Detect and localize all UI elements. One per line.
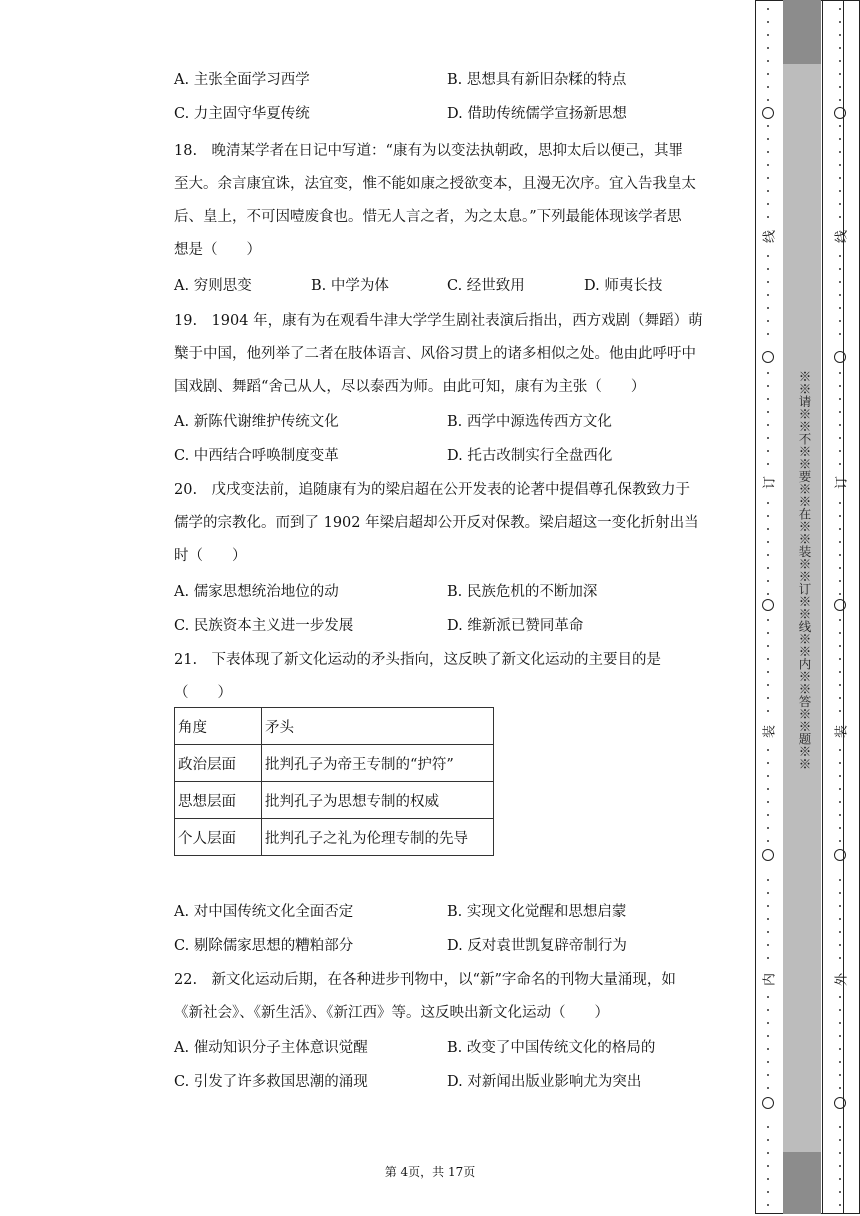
binding-dot — [839, 385, 841, 387]
binding-dot — [839, 73, 841, 75]
binding-dot — [839, 60, 841, 62]
binding-dot — [839, 996, 841, 998]
binding-dot — [839, 164, 841, 166]
binding-dot — [767, 372, 769, 374]
q18-stem-line1: 18. 晚清某学者在日记中写道：“康有为以变法执朝政，思抑太后以便己，其罪 — [174, 143, 683, 159]
binding-dot — [839, 190, 841, 192]
binding-dot — [767, 333, 769, 335]
binding-dot — [767, 307, 769, 309]
table-cell: 角度 — [175, 708, 262, 745]
binding-mark-char: 线 — [834, 230, 850, 244]
q18-option-c: C. 经世致用 — [447, 278, 525, 294]
binding-dot — [767, 1165, 769, 1167]
binding-dot — [839, 944, 841, 946]
q19-option-a: A. 新陈代谢维护传统文化 — [174, 414, 339, 430]
q20-option-b: B. 民族危机的不断加深 — [447, 584, 598, 600]
binding-warning: ※※请※※不※※要※※在※※装※※订※※线※※内※※答※※题※※ — [797, 370, 812, 770]
binding-dot — [767, 320, 769, 322]
q22-stem-line2: 《新社会》、《新生活》、《新江西》等。这反映出新文化运动（ ） — [174, 1005, 609, 1021]
binding-dot — [839, 684, 841, 686]
binding-dot — [839, 567, 841, 569]
binding-dot — [767, 1035, 769, 1037]
binding-dot — [767, 463, 769, 465]
binding-dark-bottom — [783, 1152, 821, 1214]
binding-dot — [767, 177, 769, 179]
binding-dot — [839, 294, 841, 296]
binding-dot — [839, 697, 841, 699]
binding-dot — [839, 1035, 841, 1037]
binding-dot — [839, 47, 841, 49]
binding-dot — [767, 1178, 769, 1180]
binding-dot — [839, 801, 841, 803]
binding-dot — [767, 398, 769, 400]
q20-stem-line3: 时（ ） — [174, 548, 247, 564]
page-number: 第 4页，共 17页 — [384, 1165, 476, 1179]
binding-dot — [839, 1178, 841, 1180]
binding-circle-icon — [762, 107, 774, 119]
q22-option-c: C. 引发了许多救国思潮的涌现 — [174, 1074, 368, 1090]
binding-dot — [767, 996, 769, 998]
binding-dot — [767, 749, 769, 751]
binding-dot — [767, 255, 769, 257]
binding-mark-char: 外 — [834, 973, 850, 987]
binding-dot — [767, 190, 769, 192]
binding-dot — [839, 1126, 841, 1128]
q18-option-a: A. 穷则思变 — [174, 278, 252, 294]
q18-stem-line4: 想是（ ） — [174, 242, 261, 258]
binding-dark-top — [783, 0, 821, 64]
binding-dot — [767, 632, 769, 634]
q18-stem-line3: 后、皇上，不可因噎废食也。惜无人言之者，为之太息。”下列最能体现该学者思 — [174, 209, 682, 225]
binding-dot — [839, 203, 841, 205]
binding-dot — [767, 931, 769, 933]
binding-dot — [839, 125, 841, 127]
binding-dot — [839, 34, 841, 36]
binding-dot — [839, 957, 841, 959]
binding-dot — [767, 892, 769, 894]
binding-dot — [767, 957, 769, 959]
binding-dot — [767, 21, 769, 23]
binding-dot — [767, 905, 769, 907]
binding-dot — [767, 125, 769, 127]
q22-stem-line1: 22. 新文化运动后期，在各种进步刊物中，以“新”字命名的刊物大量涌现，如 — [174, 972, 676, 988]
binding-dot — [767, 73, 769, 75]
binding-dot — [839, 840, 841, 842]
q20-stem-line2: 儒学的宗教化。而到了 1902 年梁启超却公开反对保教。梁启超这一变化折射出当 — [174, 515, 699, 531]
binding-dot — [767, 697, 769, 699]
binding-dot — [839, 645, 841, 647]
q19-stem-line1: 19. 1904 年，康有为在观看牛津大学学生剧社表演后指出，西方戏剧（舞蹈）萌 — [174, 313, 703, 329]
binding-dot — [839, 21, 841, 23]
binding-dot — [767, 60, 769, 62]
binding-dot — [767, 1204, 769, 1206]
binding-dot — [767, 619, 769, 621]
binding-dot — [767, 1048, 769, 1050]
binding-dot — [839, 619, 841, 621]
table-row — [175, 708, 494, 745]
binding-dot — [767, 216, 769, 218]
q20-stem-line1: 20. 戊戌变法前，追随康有为的梁启超在公开发表的论著中提倡尊孔保教致力于 — [174, 482, 691, 498]
binding-dot — [767, 203, 769, 205]
binding-dot — [839, 658, 841, 660]
binding-circle-icon — [762, 351, 774, 363]
binding-column-outer — [831, 0, 849, 1216]
binding-dot — [767, 762, 769, 764]
binding-dot — [767, 502, 769, 504]
binding-dot — [839, 918, 841, 920]
binding-dot — [839, 814, 841, 816]
binding-circle-icon — [762, 1097, 774, 1109]
binding-mark-char: 线 — [762, 230, 778, 244]
q21-option-d: D. 反对袁世凯复辟帝制行为 — [447, 938, 627, 954]
binding-dot — [839, 1152, 841, 1154]
q20-option-c: C. 民族资本主义进一步发展 — [174, 618, 354, 634]
binding-dot — [839, 528, 841, 530]
binding-column-inner — [759, 0, 777, 1216]
binding-dot — [839, 502, 841, 504]
table-cell: 政治层面 — [175, 745, 262, 782]
q21-stem-line1: 21. 下表体现了新文化运动的矛头指向，这反映了新文化运动的主要目的是 — [174, 652, 662, 668]
q19-option-c: C. 中西结合呼唤制度变革 — [174, 448, 339, 464]
binding-dot — [767, 437, 769, 439]
binding-dot — [767, 1139, 769, 1141]
binding-dot — [767, 86, 769, 88]
q21-option-b: B. 实现文化觉醒和思想启蒙 — [447, 904, 627, 920]
binding-dot — [839, 86, 841, 88]
binding-dot — [767, 944, 769, 946]
binding-dot — [767, 814, 769, 816]
binding-dot — [839, 398, 841, 400]
binding-dot — [839, 515, 841, 517]
binding-circle-icon — [834, 1097, 846, 1109]
binding-dot — [839, 177, 841, 179]
binding-dot — [839, 541, 841, 543]
binding-dot — [767, 827, 769, 829]
binding-dot — [839, 216, 841, 218]
binding-dot — [767, 294, 769, 296]
binding-dot — [767, 1126, 769, 1128]
binding-dot — [767, 1009, 769, 1011]
binding-dot — [767, 47, 769, 49]
binding-dot — [839, 463, 841, 465]
binding-dot — [839, 580, 841, 582]
binding-dot — [839, 1074, 841, 1076]
binding-dot — [839, 749, 841, 751]
q17-option-c: C. 力主固守华夏传统 — [174, 106, 310, 122]
binding-dot — [839, 788, 841, 790]
binding-dot — [839, 1009, 841, 1011]
binding-dot — [839, 268, 841, 270]
q17-option-d: D. 借助传统儒学宣扬新思想 — [447, 106, 627, 122]
binding-dot — [839, 905, 841, 907]
binding-dot — [767, 515, 769, 517]
binding-dot — [767, 1022, 769, 1024]
table-cell: 批判孔子为思想专制的权威 — [262, 782, 494, 819]
table-row — [175, 819, 494, 856]
q20-option-a: A. 儒家思想统治地位的动 — [174, 584, 339, 600]
binding-dot — [767, 1087, 769, 1089]
binding-dot — [839, 281, 841, 283]
binding-dot — [767, 684, 769, 686]
q19-option-b: B. 西学中源选传西方文化 — [447, 414, 612, 430]
q22-option-b: B. 改变了中国传统文化的格局的 — [447, 1040, 656, 1056]
binding-dot — [839, 554, 841, 556]
q21-stem-line2: （ ） — [174, 685, 232, 701]
table-row — [175, 745, 494, 782]
binding-dot — [839, 255, 841, 257]
binding-dot — [839, 1022, 841, 1024]
binding-circle-icon — [834, 351, 846, 363]
binding-dot — [839, 333, 841, 335]
binding-mark-char: 订 — [762, 476, 778, 490]
table-cell: 思想层面 — [175, 782, 262, 819]
binding-dot — [767, 1191, 769, 1193]
binding-dot — [839, 775, 841, 777]
binding-dot — [839, 372, 841, 374]
binding-dot — [767, 528, 769, 530]
binding-dot — [767, 1152, 769, 1154]
binding-dot — [767, 268, 769, 270]
binding-dot — [839, 1165, 841, 1167]
binding-dot — [767, 879, 769, 881]
q17-option-a: A. 主张全面学习西学 — [174, 72, 310, 88]
binding-dot — [767, 593, 769, 595]
binding-dot — [839, 1061, 841, 1063]
binding-dot — [839, 671, 841, 673]
q18-option-d: D. 师夷长技 — [584, 278, 663, 294]
q21-table — [174, 707, 494, 856]
binding-mark-char: 装 — [834, 725, 850, 739]
q22-option-a: A. 催动知识分子主体意识觉醒 — [174, 1040, 368, 1056]
binding-dot — [839, 450, 841, 452]
binding-dot — [839, 99, 841, 101]
table-cell: 批判孔子为帝王专制的“护符” — [262, 745, 494, 782]
binding-dot — [767, 671, 769, 673]
binding-dot — [767, 164, 769, 166]
binding-dot — [839, 307, 841, 309]
binding-dot — [767, 840, 769, 842]
binding-dot — [839, 151, 841, 153]
binding-margin — [740, 0, 860, 1216]
q19-stem-line3: 国戏剧、舞蹈“舍己从人，尽以泰西为师。由此可知，康有为主张（ ） — [174, 379, 646, 395]
binding-circle-icon — [762, 849, 774, 861]
binding-dot — [767, 541, 769, 543]
binding-dot — [767, 554, 769, 556]
binding-dot — [767, 99, 769, 101]
q18-stem-line2: 至大。余言康宜诛，法宜变，惟不能如康之授欲变本，且漫无次序。宜入告我皇太 — [174, 176, 696, 192]
binding-dot — [839, 8, 841, 10]
binding-circle-icon — [834, 849, 846, 861]
binding-dot — [839, 762, 841, 764]
table-cell: 个人层面 — [175, 819, 262, 856]
binding-dot — [839, 892, 841, 894]
binding-dot — [839, 138, 841, 140]
binding-mark-char: 订 — [834, 476, 850, 490]
binding-dot — [767, 411, 769, 413]
binding-dot — [767, 385, 769, 387]
binding-dot — [839, 1139, 841, 1141]
table-cell: 矛头 — [262, 708, 494, 745]
binding-dot — [767, 710, 769, 712]
binding-dot — [767, 801, 769, 803]
binding-dot — [767, 151, 769, 153]
q17-option-b: B. 思想具有新旧杂糅的特点 — [447, 72, 627, 88]
binding-dot — [839, 710, 841, 712]
binding-dot — [839, 1048, 841, 1050]
binding-dot — [767, 567, 769, 569]
binding-dot — [839, 1191, 841, 1193]
binding-dot — [767, 775, 769, 777]
binding-dot — [767, 34, 769, 36]
binding-dot — [839, 632, 841, 634]
table-cell: 批判孔子之礼为伦理专制的先导 — [262, 819, 494, 856]
binding-dot — [839, 1204, 841, 1206]
binding-dot — [767, 1074, 769, 1076]
q21-option-c: C. 剔除儒家思想的糟粕部分 — [174, 938, 354, 954]
binding-dot — [839, 437, 841, 439]
binding-mark-char: 装 — [762, 725, 778, 739]
q19-stem-line2: 櫱于中国，他列举了二者在肢体语言、风俗习贯上的诸多相似之处。他由此呼吁中 — [174, 346, 696, 362]
binding-dot — [839, 931, 841, 933]
q19-option-d: D. 托古改制实行全盘西化 — [447, 448, 613, 464]
q22-option-d: D. 对新闻出版业影响尤为突出 — [447, 1074, 642, 1090]
binding-dot — [839, 879, 841, 881]
q18-option-b: B. 中学为体 — [311, 278, 389, 294]
binding-dot — [767, 281, 769, 283]
binding-dot — [839, 411, 841, 413]
binding-dot — [767, 918, 769, 920]
binding-circle-icon — [834, 599, 846, 611]
binding-dot — [767, 138, 769, 140]
binding-dot — [767, 658, 769, 660]
binding-mark-char: 内 — [762, 973, 778, 987]
binding-dot — [839, 1087, 841, 1089]
binding-circle-icon — [762, 599, 774, 611]
q21-option-a: A. 对中国传统文化全面否定 — [174, 904, 354, 920]
table-row — [175, 782, 494, 819]
binding-dot — [839, 320, 841, 322]
binding-circle-icon — [834, 107, 846, 119]
q20-option-d: D. 维新派已赞同革命 — [447, 618, 584, 634]
binding-dot — [767, 1061, 769, 1063]
binding-dot — [839, 424, 841, 426]
binding-dot — [767, 8, 769, 10]
binding-dot — [839, 827, 841, 829]
binding-dot — [767, 424, 769, 426]
binding-dot — [767, 645, 769, 647]
binding-dot — [767, 450, 769, 452]
binding-dot — [839, 593, 841, 595]
binding-dot — [767, 788, 769, 790]
binding-dot — [767, 580, 769, 582]
